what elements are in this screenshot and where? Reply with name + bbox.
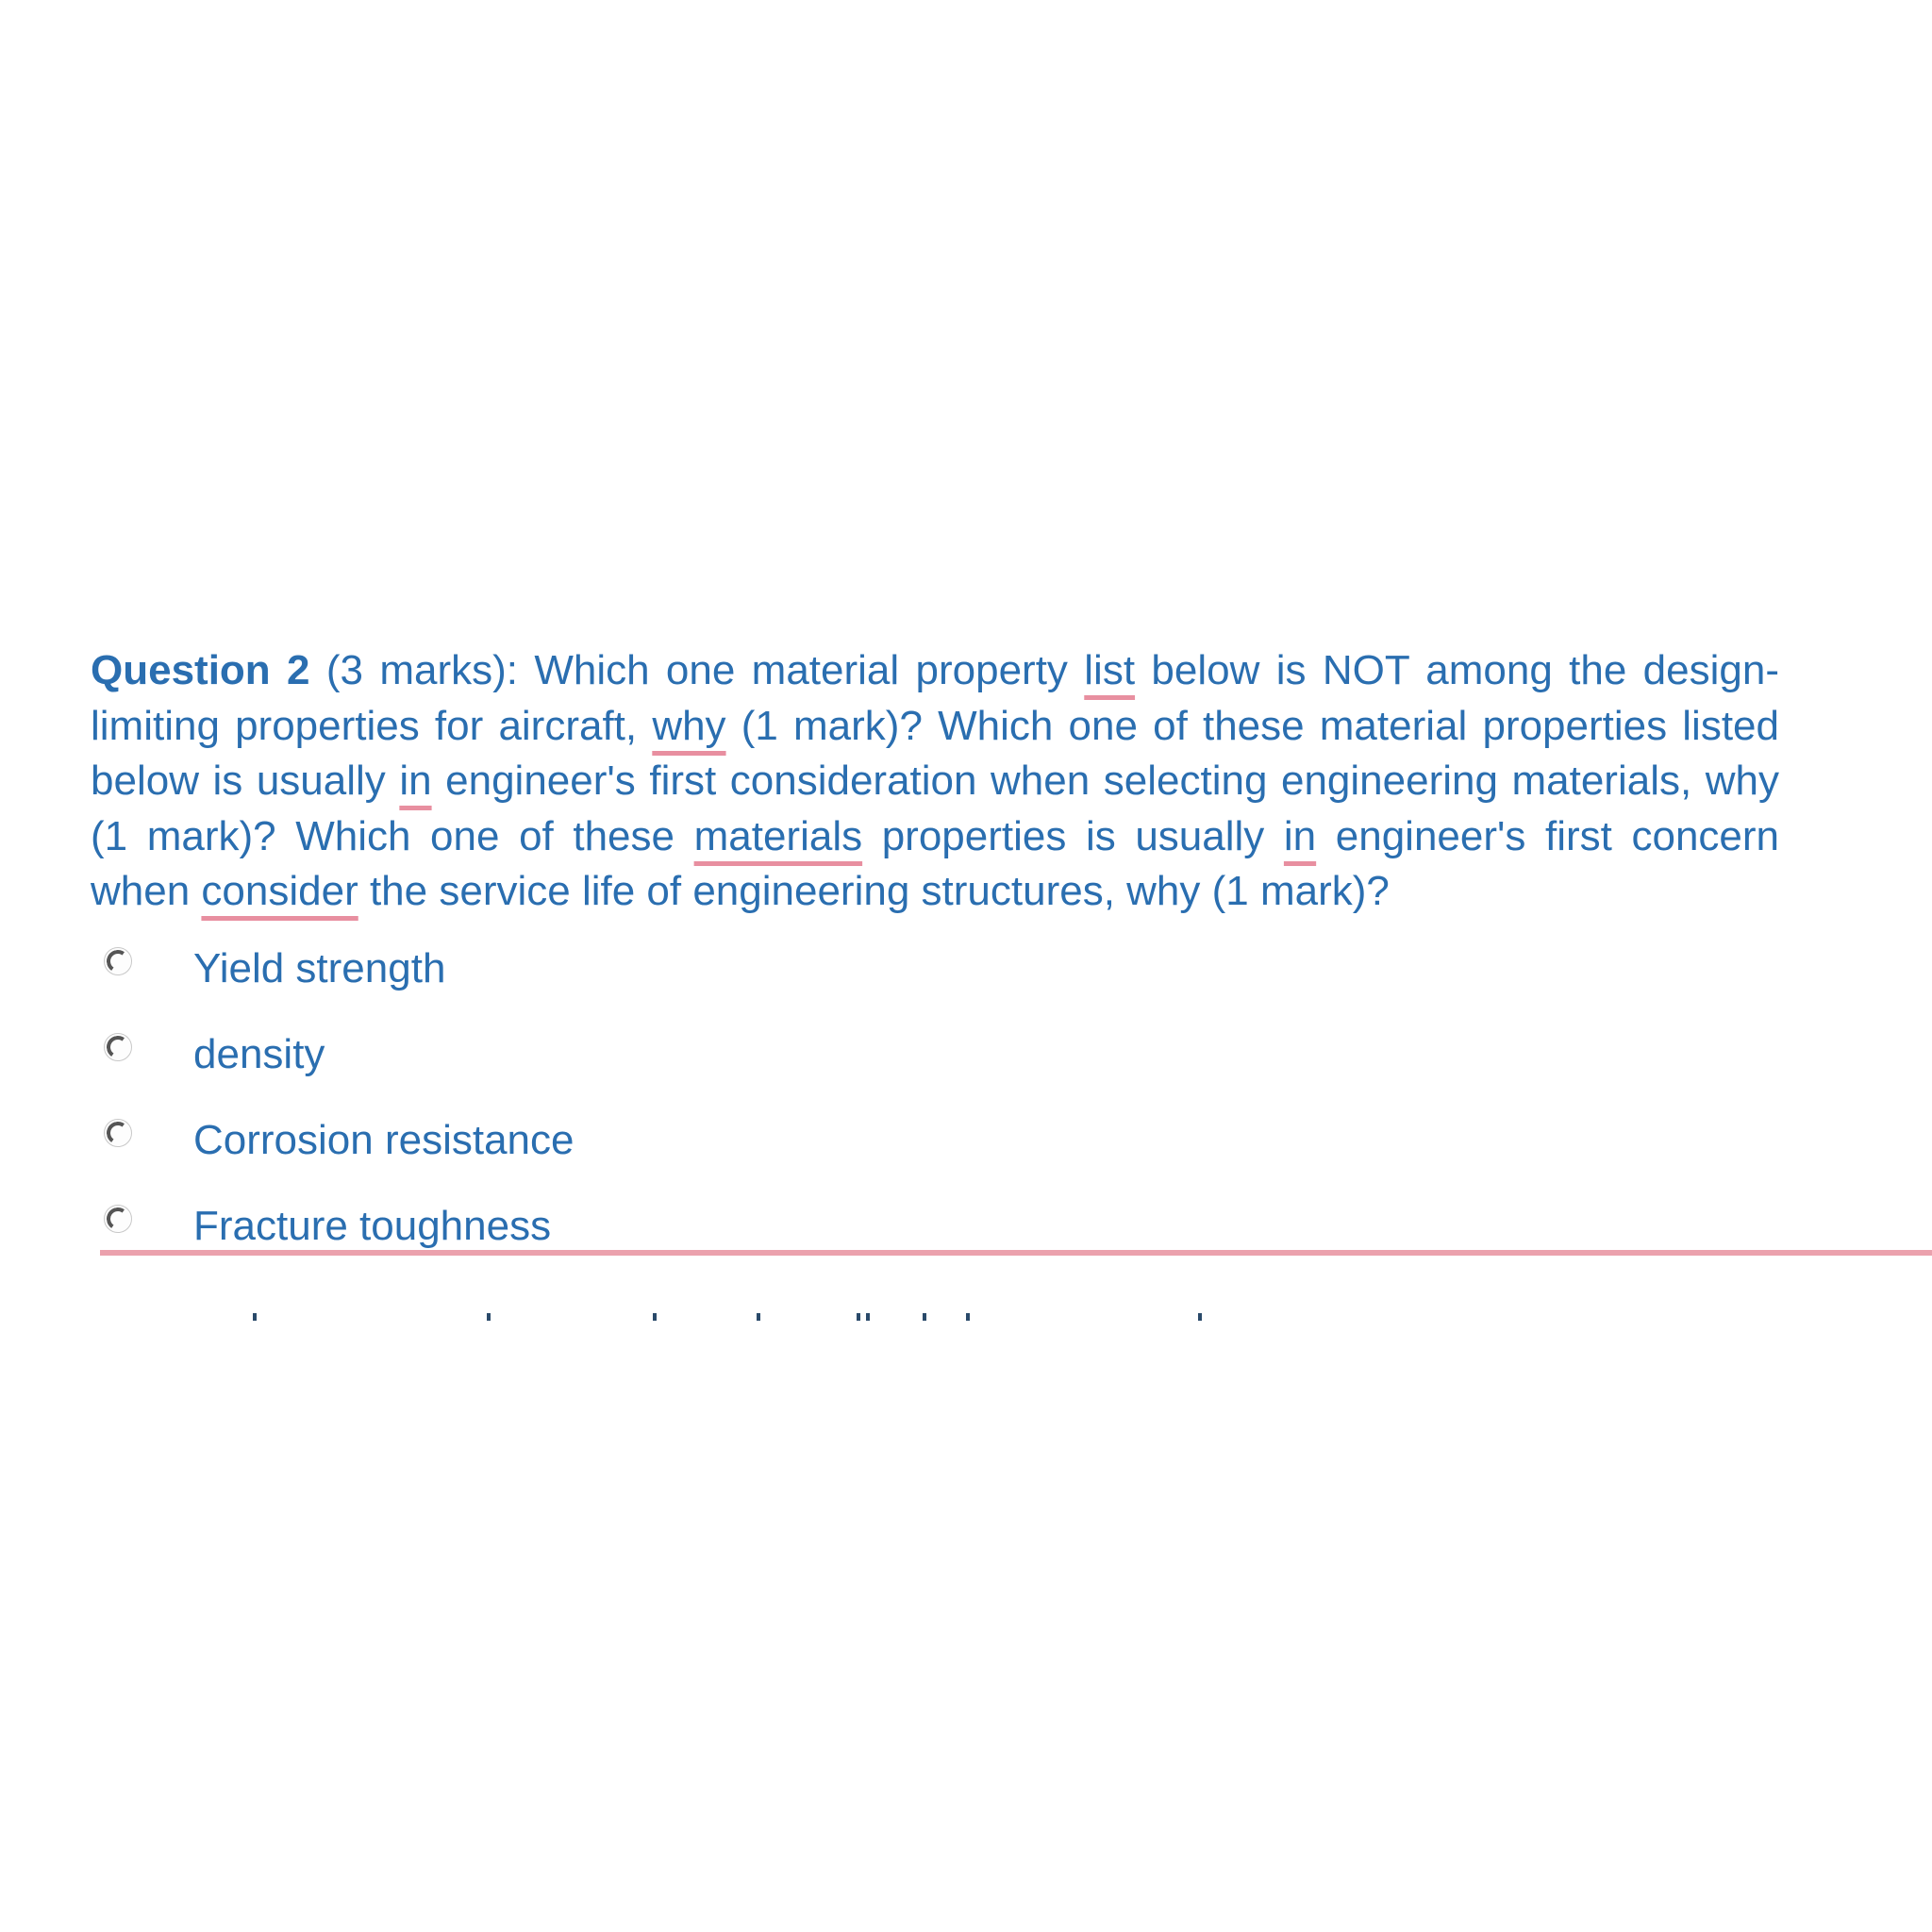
radio-button[interactable] bbox=[104, 1205, 132, 1233]
radio-button[interactable] bbox=[104, 1119, 132, 1147]
question-title: Question 2 bbox=[91, 647, 310, 693]
option-label: Yield strength bbox=[193, 945, 446, 991]
option-label: density bbox=[193, 1031, 325, 1077]
text-fragment bbox=[857, 1313, 860, 1321]
question-seg: (1 mark)? Which one of these material properties listed below is usually bbox=[91, 702, 1779, 804]
text-fragment bbox=[253, 1313, 257, 1321]
question-text bbox=[91, 643, 1779, 920]
spellcheck-word[interactable]: consider bbox=[201, 868, 358, 914]
question-seg: engineer's first consideration when selecting engineering materials, why (1 mark)? Which one of these bbox=[91, 758, 1779, 859]
option-density[interactable] bbox=[102, 1029, 1894, 1115]
text-fragment bbox=[866, 1313, 870, 1321]
text-fragment bbox=[757, 1313, 760, 1321]
question-seg: below is NOT among the design-limiting properties for aircraft, bbox=[91, 647, 1779, 749]
spellcheck-word[interactable]: list bbox=[1084, 647, 1136, 693]
option-label: Corrosion resistance bbox=[193, 1117, 575, 1163]
text-fragment bbox=[923, 1313, 926, 1321]
text-fragment bbox=[653, 1313, 657, 1321]
question-seg: (3 marks): Which one material property bbox=[309, 647, 1085, 693]
option-fracture-toughness[interactable] bbox=[102, 1201, 1894, 1287]
radio-button[interactable] bbox=[104, 1033, 132, 1061]
text-fragment bbox=[1198, 1313, 1202, 1321]
spellcheck-word[interactable]: materials bbox=[693, 812, 863, 859]
spellcheck-word[interactable]: why bbox=[652, 702, 726, 749]
option-yield-strength[interactable] bbox=[102, 943, 1894, 1029]
divider-line bbox=[100, 1250, 1932, 1256]
question-seg: the service life of engineering structures, why (1 mark)? bbox=[358, 868, 1390, 914]
spellcheck-word[interactable]: in bbox=[1283, 812, 1317, 859]
option-label: Fracture toughness bbox=[193, 1203, 552, 1249]
text-fragment bbox=[966, 1313, 970, 1321]
question-seg: properties is usually bbox=[862, 812, 1284, 859]
spellcheck-word[interactable]: in bbox=[399, 758, 432, 804]
cropped-text-remnant bbox=[91, 1300, 1317, 1321]
option-corrosion-resistance[interactable] bbox=[102, 1115, 1894, 1201]
answer-options bbox=[102, 943, 1894, 1287]
radio-button[interactable] bbox=[104, 947, 132, 975]
text-fragment bbox=[487, 1313, 491, 1321]
question-seg: engineer's first concern when bbox=[91, 812, 1780, 914]
